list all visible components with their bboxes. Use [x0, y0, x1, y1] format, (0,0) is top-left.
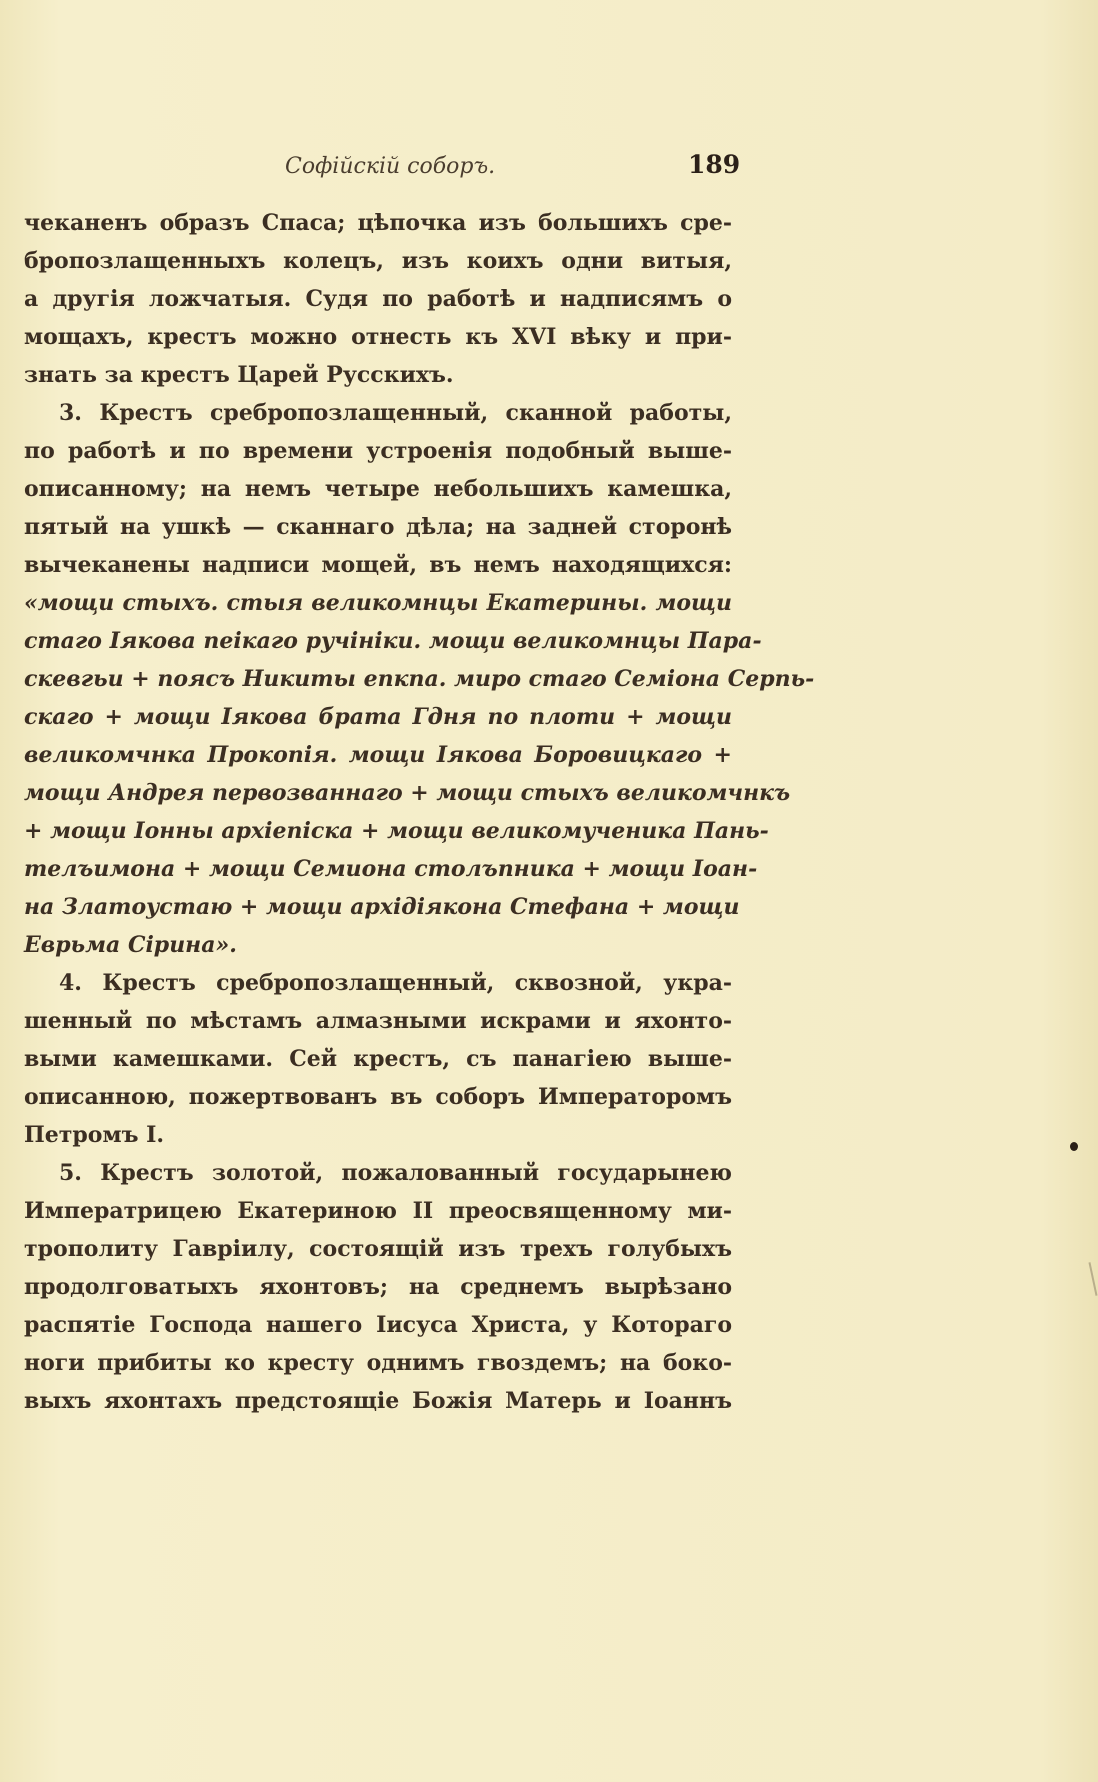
- text-line: шенный по мѣстамъ алмазными искрами и яхонто-: [24, 1008, 732, 1034]
- text-line: телъимона + мощи Семиона столъпника + мощи Іоан-: [24, 856, 758, 882]
- text-line: скаго + мощи Іякова брата Гдня по плоти + мощи: [24, 704, 732, 730]
- text-line: Петромъ I.: [24, 1122, 165, 1148]
- text-line: вычеканены надписи мощей, въ немъ находящихся:: [24, 552, 732, 578]
- text-line: а другія ложчатыя. Судя по работѣ и надписямъ о: [24, 286, 732, 312]
- text-line: на Златоустаю + мощи архідіякона Стефана + мощи: [24, 894, 740, 920]
- text-line: 3. Крестъ сребропозлащенный, сканной работы,: [59, 400, 732, 426]
- text-line: продолговатыхъ яхонтовъ; на среднемъ вырѣзано: [24, 1274, 732, 1300]
- text-line: трополиту Гавріилу, состоящій изъ трехъ голубыхъ: [24, 1236, 732, 1262]
- page-edge-mark: [1088, 1262, 1097, 1296]
- text-line: «мощи стыхъ. стыя великомнцы Екатерины. мощи: [24, 590, 732, 616]
- text-line: ноги прибиты ко кресту однимъ гвоздемъ; на боко-: [24, 1350, 732, 1376]
- text-line: + мощи Іонны архіепіска + мощи великомученика Пань-: [24, 818, 769, 844]
- text-line: мощи Андрея первозваннаго + мощи стыхъ великомчнкъ: [24, 780, 791, 806]
- page-number: 189: [688, 150, 741, 179]
- text-line: описанному; на немъ четыре небольшихъ камешка,: [24, 476, 732, 502]
- body-text: [24, 204, 815, 1420]
- ink-spot: [1070, 1142, 1078, 1151]
- text-line: мощахъ, крестъ можно отнесть къ XVI вѣку и при-: [24, 324, 732, 350]
- page-header: [0, 148, 1098, 188]
- text-line: по работѣ и по времени устроенія подобный выше-: [24, 438, 732, 464]
- text-line: чеканенъ образъ Спаса; цѣпочка изъ большихъ сре-: [24, 210, 732, 236]
- text-line: 5. Крестъ золотой, пожалованный государынею: [59, 1160, 732, 1186]
- text-line: бропозлащенныхъ колецъ, изъ коихъ одни витыя,: [24, 248, 732, 274]
- text-line: описанною, пожертвованъ въ соборъ Императоромъ: [24, 1084, 732, 1110]
- text-line: выми камешками. Сей крестъ, съ панагіею выше-: [24, 1046, 732, 1072]
- text-line: 4. Крестъ сребропозлащенный, сквозной, укра-: [59, 970, 732, 996]
- text-line: великомчнка Прокопія. мощи Іякова Боровицкаго +: [24, 742, 732, 768]
- text-line: знать за крестъ Царей Русскихъ.: [24, 362, 454, 388]
- text-line: скевгьи + поясъ Никиты епкпа. миро стаго Семіона Серпь-: [24, 666, 815, 692]
- text-line: распятіе Господа нашего Іисуса Христа, у Котораго: [24, 1312, 732, 1338]
- running-title: Софійскій соборъ.: [285, 154, 496, 179]
- text-line: выхъ яхонтахъ предстоящіе Божія Матерь и Іоаннъ: [24, 1388, 732, 1414]
- text-line: пятый на ушкѣ — сканнаго дѣла; на задней сторонѣ: [24, 514, 732, 540]
- text-line: Еврьма Сірина».: [24, 932, 237, 958]
- text-line: стаго Іякова пеікаго ручініки. мощи великомнцы Пара-: [24, 628, 762, 654]
- text-line: Императрицею Екатериною II преосвященному ми-: [24, 1198, 732, 1224]
